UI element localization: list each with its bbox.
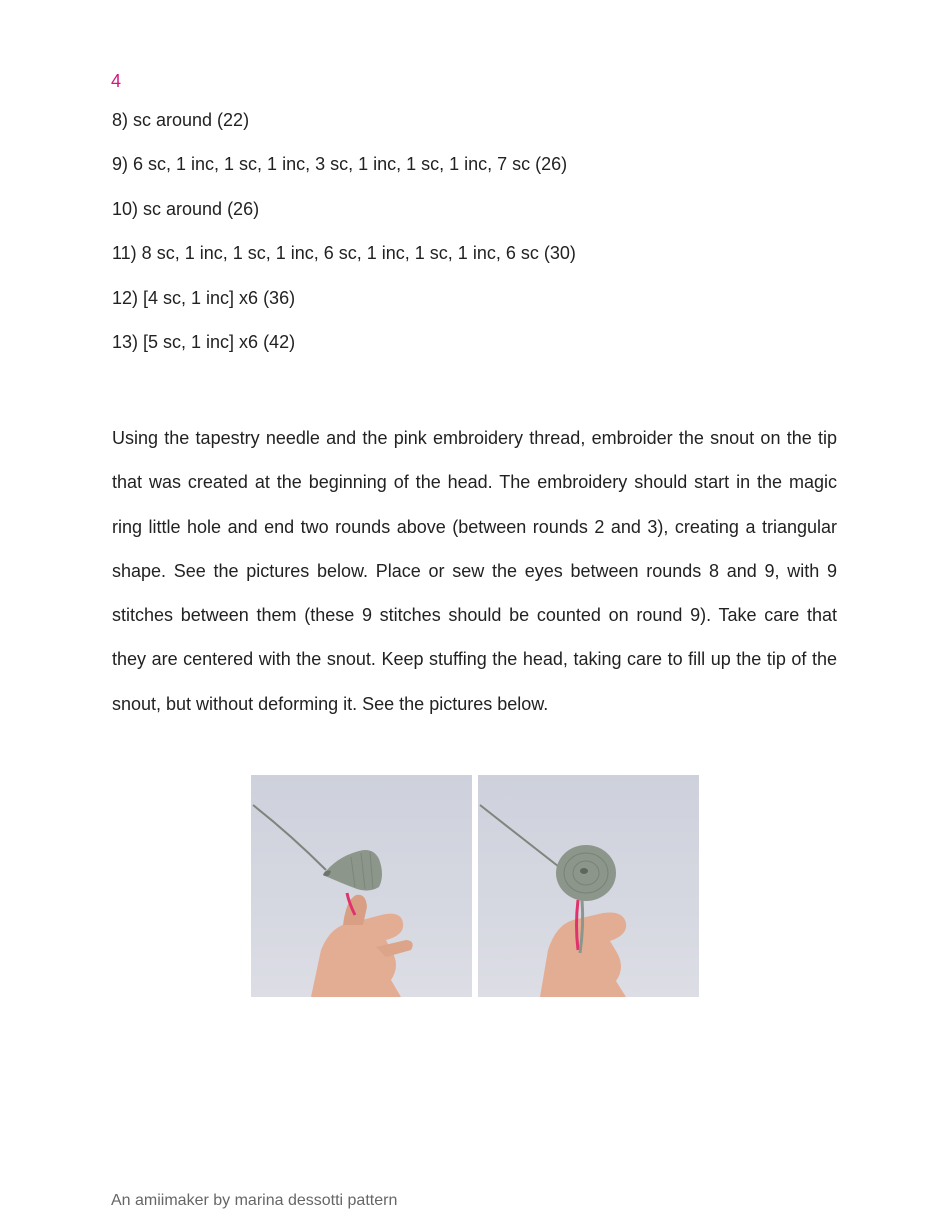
round-line: 12) [4 sc, 1 inc] x6 (36) [112,287,296,308]
photo-row [251,775,699,997]
rounds-list [112,108,852,374]
round-line: 9) 6 sc, 1 inc, 1 sc, 1 inc, 3 sc, 1 inc, 1 sc, 1 inc, 7 sc (26) [112,154,568,175]
round-line: 8) sc around (22) [112,110,250,130]
instructions-paragraph: Using the tapestry needle and the pink embroidery thread, embroider the snout on the tip that was created at the beginning of the head. The embroidery should start in the magic ring little hole and end two rounds above (between rounds 2 and 3), creating a triangular shape. See the pictures below. Place or sew the eyes between rounds 8 and 9, with 9 stitches between them (these 9 stitches should be counted on round 9). Take care that they are centered with the snout. Keep stuffing the head, taking care to fill up the tip of the snout, but without deforming it. See the pictures below. [112,428,837,714]
footer: An amiimaker by marina dessotti pattern [111,1192,398,1209]
round-line: 11) 8 sc, 1 inc, 1 sc, 1 inc, 6 sc, 1 inc, 1 sc, 1 inc, 6 sc (30) [112,243,576,264]
round-line: 13) [5 sc, 1 inc] x6 (42) [112,331,296,352]
page-number: 4 [111,71,122,91]
photo-front-view [478,775,699,997]
photo-side-view [251,775,472,997]
round-line: 10) sc around (26) [112,198,260,219]
